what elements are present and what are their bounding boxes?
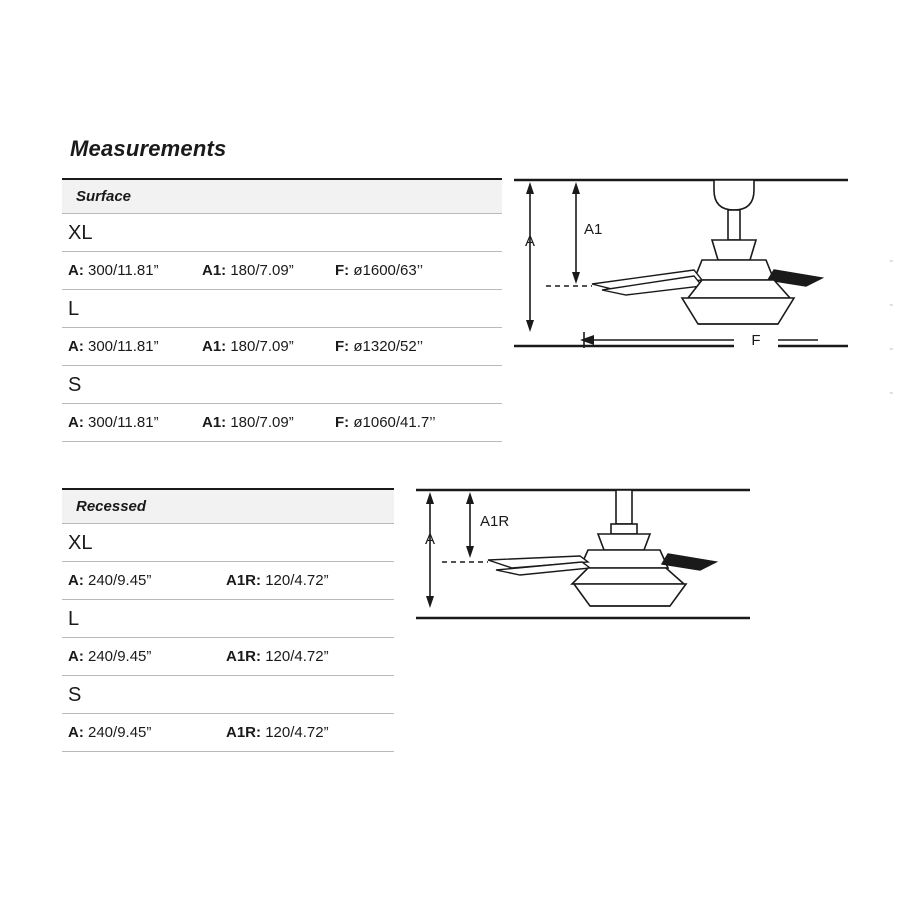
table-row — [62, 403, 502, 442]
surface-rows — [62, 213, 502, 442]
edge-mark: ⁃ — [888, 256, 894, 268]
measure-a1r: A1R: 120/4.72” — [226, 572, 329, 589]
measure-a1: A1: 180/7.09” — [202, 262, 294, 279]
measure-a1r: A1R: 120/4.72” — [226, 648, 329, 665]
edge-mark: ⁃ — [888, 344, 894, 356]
table-row — [62, 561, 394, 599]
page-title: Measurements — [70, 136, 227, 161]
table-row — [62, 251, 502, 289]
edge-mark: ⁃ — [888, 300, 894, 312]
section-header-recessed: Recessed — [62, 488, 394, 523]
svg-text:A1R: A1R — [480, 513, 510, 530]
measure-a1r: A1R: 120/4.72” — [226, 724, 329, 741]
diagram-surface — [506, 168, 856, 368]
measure-a: A: 300/11.81” — [68, 262, 159, 279]
size-label-s: S — [62, 675, 394, 713]
svg-text:A: A — [524, 233, 536, 250]
recessed-rows — [62, 523, 394, 752]
section-surface — [62, 178, 502, 442]
measure-f: F: ø1600/63’’ — [335, 262, 424, 279]
table-row — [62, 713, 394, 752]
size-label-xl: XL — [62, 213, 502, 251]
size-label-l: L — [62, 289, 502, 327]
svg-text:A: A — [424, 531, 436, 548]
svg-text:F: F — [751, 332, 761, 349]
size-label-xl: XL — [62, 523, 394, 561]
measure-f: F: ø1320/52’’ — [335, 338, 424, 355]
size-label-l: L — [62, 599, 394, 637]
measure-a: A: 240/9.45” — [68, 648, 152, 665]
measure-f: F: ø1060/41.7’’ — [335, 414, 436, 431]
svg-text:A1: A1 — [584, 221, 603, 238]
section-recessed — [62, 488, 394, 752]
edge-mark: ⁃ — [888, 388, 894, 400]
diagram-recessed — [408, 480, 758, 630]
size-label-s: S — [62, 365, 502, 403]
section-header-surface: Surface — [62, 178, 502, 213]
table-row — [62, 637, 394, 675]
recessed-fan-drawing — [408, 480, 758, 630]
measure-a: A: 300/11.81” — [68, 414, 159, 431]
measure-a: A: 240/9.45” — [68, 724, 152, 741]
table-row — [62, 327, 502, 365]
surface-fan-drawing — [506, 168, 856, 368]
measure-a1: A1: 180/7.09” — [202, 338, 294, 355]
measure-a: A: 240/9.45” — [68, 572, 152, 589]
measure-a: A: 300/11.81” — [68, 338, 159, 355]
page-edge-marks — [882, 240, 894, 416]
measure-a1: A1: 180/7.09” — [202, 414, 294, 431]
